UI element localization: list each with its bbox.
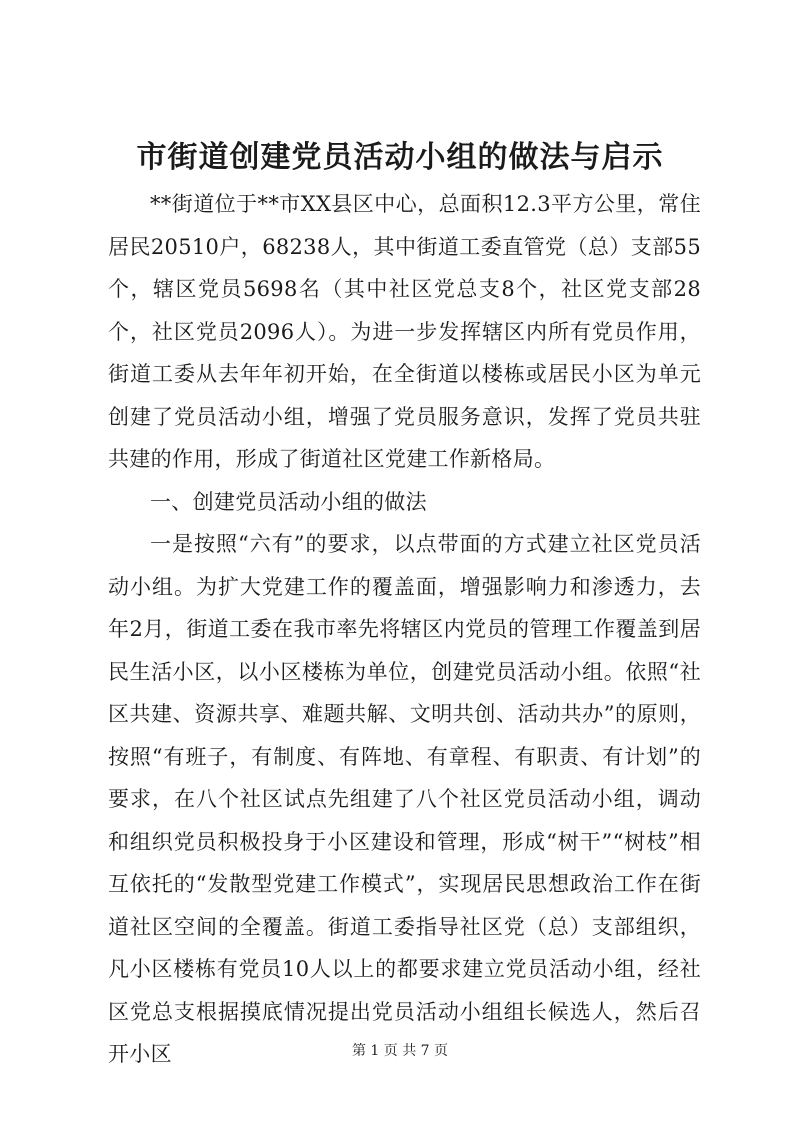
- paragraph-intro: **街道位于**市XX县区中心，总面积12.3平方公里，常住居民20510户，68238人，其中街道工委直管党（总）支部55个，辖区党员5698名（其中社区党总支8个，社区党支部28个，社区党员2096人）。为进一步发挥辖区内所有党员作用，街道工委从去年年初开始，在全街道以楼栋或居民小区为单元创建了党员活动小组，增强了党员服务意识，发挥了党员共驻共建的作用，形成了街道社区党建工作新格局。: [108, 192, 701, 471]
- document-title: 市街道创建党员活动小组的做法与启示: [136, 140, 664, 175]
- section-heading: 一、创建党员活动小组的做法: [150, 489, 427, 514]
- document-body: [108, 183, 701, 1076]
- page-footer: 第 1 页 共 7 页: [351, 1043, 449, 1059]
- paragraph-method-one: 一是按照“六有”的要求，以点带面的方式建立社区党员活动小组。为扩大党建工作的覆盖面，增强影响力和渗透力，去年2月，街道工委在我市率先将辖区内党员的管理工作覆盖到居民生活小区，以小区楼栋为单位，创建党员活动小组。依照“社区共建、资源共享、难题共解、文明共创、活动共办”的原则，按照“有班子，有制度、有阵地、有章程、有职责、有计划”的要求，在八个社区试点先组建了八个社区党员活动小组，调动和组织党员积极投身于小区建设和管理，形成“树干”“树枝”相互依托的“发散型党建工作模式”，实现居民思想政治工作在街道社区空间的全覆盖。街道工委指导社区党（总）支部组织，凡小区楼栋有党员10人以上的都要求建立党员活动小组，经社区党总支根据摸底情况提出党员活动小组组长候选人，然后召开小区: [108, 532, 701, 1066]
